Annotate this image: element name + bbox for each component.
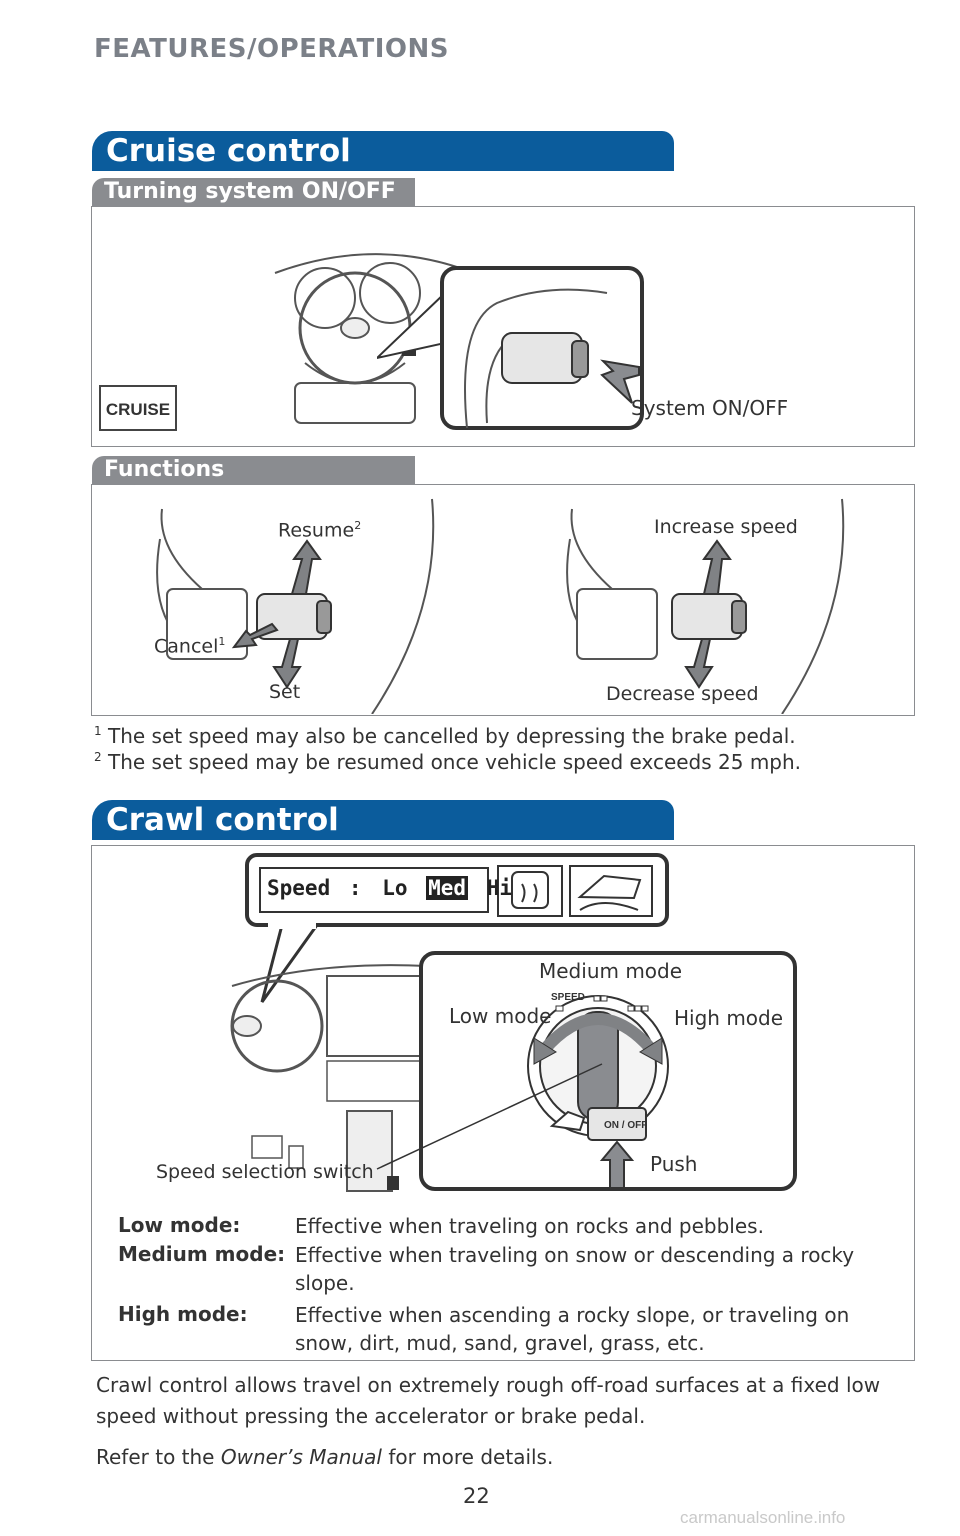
system-on-off-label: System ON/OFF [631, 396, 789, 420]
crawl-description: Crawl control allows travel on extremely rough off-road surfaces at a fixed low speed without pressing the accelerator or brake pedal. [96, 1373, 881, 1428]
cruise-lever-zoom [377, 263, 647, 433]
footnote-2: $^2$ The set speed may be resumed once vehicle speed exceeds 25 mph. [94, 750, 802, 774]
speed-text: SPEED [551, 992, 585, 1003]
decrease-speed-label: Decrease speed [606, 683, 759, 705]
section-title: FEATURES/OPERATIONS [94, 34, 450, 64]
turning-system-heading: Turning system ON/OFF [92, 178, 415, 206]
crawl-speed-display: Speed : Lo Med Hi [267, 876, 513, 900]
footnote-1: $^1$ The set speed may also be cancelled by depressing the brake pedal. [94, 724, 796, 748]
cruise-control-banner: Cruise control [92, 131, 674, 171]
high-mode-label: High mode [674, 1006, 784, 1030]
on-off-text: ON / OFF [604, 1120, 648, 1131]
speed-selection-pointer [372, 1054, 622, 1174]
crawl-control-panel [91, 845, 915, 1361]
page-number: 22 [463, 1484, 490, 1508]
cruise-button: CRUISE [99, 385, 177, 431]
high-mode-key: High mode: [118, 1302, 248, 1326]
speed-selection-switch-label: Speed selection switch [156, 1161, 374, 1183]
functions-panel [91, 484, 915, 716]
low-mode-key: Low mode: [118, 1213, 241, 1237]
medium-mode-desc: Effective when traveling on snow or descending a rocky slope. [295, 1243, 855, 1295]
set-label: Set [269, 681, 301, 703]
refer-note: Refer to the Owner’s Manual for more details. [96, 1445, 554, 1469]
medium-mode-label: Medium mode [539, 959, 683, 983]
functions-heading: Functions [92, 456, 415, 484]
resume-label: Resume$^2$ [278, 519, 362, 542]
crawl-control-banner: Crawl control [92, 800, 674, 840]
turning-system-panel [91, 206, 915, 447]
increase-speed-label: Increase speed [654, 516, 798, 538]
cancel-label: Cancel$^1$ [154, 635, 226, 658]
watermark: carmanualsonline.info [680, 1508, 846, 1527]
push-label: Push [650, 1152, 698, 1176]
high-mode-desc: Effective when ascending a rocky slope, or traveling on snow, dirt, mud, sand, gravel, grass, etc. [295, 1303, 850, 1355]
medium-mode-key: Medium mode: [118, 1242, 286, 1266]
low-mode-label: Low mode [449, 1004, 552, 1028]
low-mode-desc: Effective when traveling on rocks and pebbles. [295, 1214, 764, 1238]
